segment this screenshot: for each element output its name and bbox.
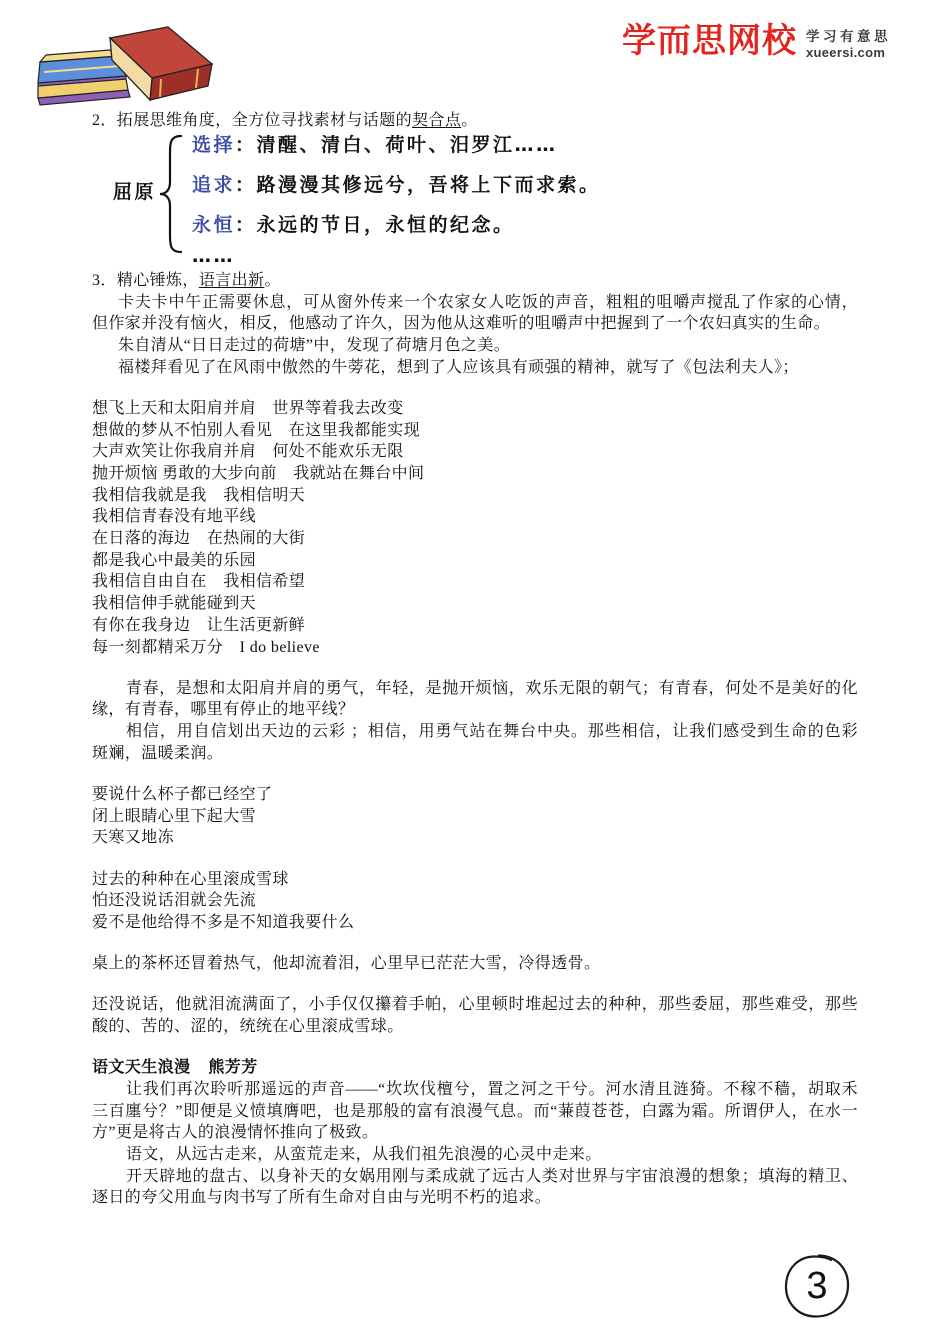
item-value: 永远的节日，永恒的纪念。 xyxy=(256,214,515,236)
item-separator: ： xyxy=(235,134,257,156)
lyric-line: 每一刻都精采万分 I do believe xyxy=(92,638,320,656)
point-2-suffix: 。 xyxy=(461,112,478,129)
qu-yuan-item-pursuit xyxy=(192,173,601,197)
lyric-line: 我相信伸手就能碰到天 xyxy=(92,595,257,613)
point-2-heading xyxy=(92,110,478,132)
article-line: 三百廛兮？”即便是义愤填膺吧，也是那般的富有浪漫气息。而“蒹葭苍苍，白露为霜。所谓伊人，在水一 xyxy=(92,1102,858,1120)
example-kafka-line: 但作家并没有恼火，相反，他感动了许久，因为他从这难听的咀嚼声中把握到了一个农妇真实的生命。 xyxy=(92,315,831,333)
item-value: 路漫漫其修远兮，吾将上下而求索。 xyxy=(256,174,601,196)
commentary-line: 青春，是想和太阳肩并肩的勇气，年轻，是抛开烦恼，欢乐无限的朝气；有青春，何处不是美好的化 xyxy=(126,679,858,697)
qu-yuan-more: …… xyxy=(192,245,235,267)
lyric-line: 有你在我身边 让生活更新鲜 xyxy=(92,616,306,634)
blank-line xyxy=(92,378,858,398)
books-icon xyxy=(30,20,220,112)
logo-slogan: 学习有意思 xyxy=(806,29,891,45)
blank-line xyxy=(92,658,858,678)
body-content xyxy=(92,270,858,1209)
commentary-line: 桌上的茶杯还冒着热气，他却流着泪，心里早已茫茫大雪，冷得透骨。 xyxy=(92,955,601,973)
article-heading xyxy=(92,1057,858,1079)
lyric-line: 想做的梦从不怕别人看见 在这里我都能实现 xyxy=(92,421,421,439)
lyric-line: 爱不是他给得不多是不知道我要什么 xyxy=(92,913,355,931)
item-key: 追求 xyxy=(192,174,236,196)
point-3-heading xyxy=(92,270,858,292)
article-line: 让我们再次聆听那遥远的声音——“坎坎伐檀兮，置之河之干兮。河水清且涟猗。不稼不穑，胡取禾 xyxy=(126,1080,858,1098)
blank-line xyxy=(92,1038,858,1058)
logo-name: 学而思网校 xyxy=(622,21,797,61)
qu-yuan-item-eternity xyxy=(192,213,515,237)
blank-line xyxy=(92,764,858,784)
example-kafka-line: 卡夫卡中午正需要休息，可从窗外传来一个农家女人吃饭的声音，粗粗的咀嚼声搅乱了作家的心情， xyxy=(118,293,858,311)
item-key: 永恒 xyxy=(192,214,236,236)
point-2-prefix: 2．拓展思维角度，全方位寻找素材与话题的 xyxy=(92,112,413,129)
curly-brace-icon xyxy=(156,132,186,256)
lyric-line: 闭上眼睛心里下起大雪 xyxy=(92,807,257,825)
lyric-line: 我相信自由自在 我相信希望 xyxy=(92,573,306,591)
example-flaubert-line: 福楼拜看见了在风雨中傲然的牛蒡花，想到了人应该具有顽强的精神，就写了《包法利夫人》； xyxy=(118,358,799,376)
page-number: 3 xyxy=(806,1265,828,1307)
item-separator: ： xyxy=(235,174,257,196)
lyric-line: 要说什么杯子都已经空了 xyxy=(92,785,273,803)
blank-line xyxy=(92,849,858,869)
logo-domain: xueersi.com xyxy=(806,45,886,60)
point-3-prefix: 3．精心锤炼， xyxy=(92,272,199,289)
article-line: 逐日的夸父用血与肉书写了所有生命对自由与光明不朽的追求。 xyxy=(92,1189,552,1207)
commentary-line: 酸的、苦的、涩的，统统在心里滚成雪球。 xyxy=(92,1017,404,1035)
article-line: 方”更是将古人的浪漫情怀推向了极致。 xyxy=(92,1124,379,1142)
item-value: 清醒、清白、荷叶、汨罗江…… xyxy=(256,134,558,156)
lyric-line: 抛开烦恼 勇敢的大步向前 我就站在舞台中间 xyxy=(92,465,425,482)
item-key: 选择 xyxy=(192,134,236,156)
lyric-line: 怕还没说话泪就会先流 xyxy=(92,892,257,910)
article-author: 熊芳芳 xyxy=(208,1059,258,1077)
lyric-line: 过去的种种在心里滚成雪球 xyxy=(92,870,289,888)
point-3-underlined: 语言出新 xyxy=(198,272,265,289)
lyric-line: 大声欢笑让你我肩并肩 何处不能欢乐无限 xyxy=(92,443,404,461)
blank-line xyxy=(92,934,858,954)
commentary-line: 相信，用自信划出天边的云彩 ；相信，用勇气站在舞台中央。那些相信，让我们感受到生命的色彩 xyxy=(126,723,858,741)
commentary-line: 还没说话，他就泪流满面了，小手仅仅攥着手帕，心里顿时堆起过去的种种，那些委屈，那些难受，那些 xyxy=(92,996,858,1014)
example-zhu-ziqing-line: 朱自清从“日日走过的荷塘”中，发现了荷塘月色之美。 xyxy=(118,337,511,355)
point-3-suffix: 。 xyxy=(264,272,281,289)
qu-yuan-item-choice xyxy=(192,133,558,157)
lyric-line: 在日落的海边 在热闹的大街 xyxy=(92,530,306,548)
point-2-underlined: 契合点 xyxy=(412,112,462,129)
lyric-line: 我相信我就是我 我相信明天 xyxy=(92,486,306,504)
blank-line xyxy=(92,975,858,995)
lyric-line: 想飞上天和太阳肩并肩 世界等着我去改变 xyxy=(92,399,404,417)
item-separator: ： xyxy=(235,214,257,236)
article-line: 开天辟地的盘古、以身补天的女娲用刚与柔成就了远古人类对世界与宇宙浪漫的想象；填海的精卫、 xyxy=(126,1167,858,1185)
article-title: 语文天生浪漫 xyxy=(92,1059,191,1077)
qu-yuan-subject: 屈原 xyxy=(113,181,157,203)
commentary-line: 缘，有青春，哪里有停止的地平线？ xyxy=(92,701,355,719)
article-line: 语文，从远古走来，从蛮荒走来，从我们祖先浪漫的心灵中走来。 xyxy=(126,1145,602,1163)
lyric-line: 天寒又地冻 xyxy=(92,829,175,847)
commentary-line: 斑斓，温暖柔润。 xyxy=(92,744,224,762)
lyric-line: 都是我心中最美的乐园 xyxy=(92,551,257,569)
lyric-line: 我相信青春没有地平线 xyxy=(92,508,257,526)
